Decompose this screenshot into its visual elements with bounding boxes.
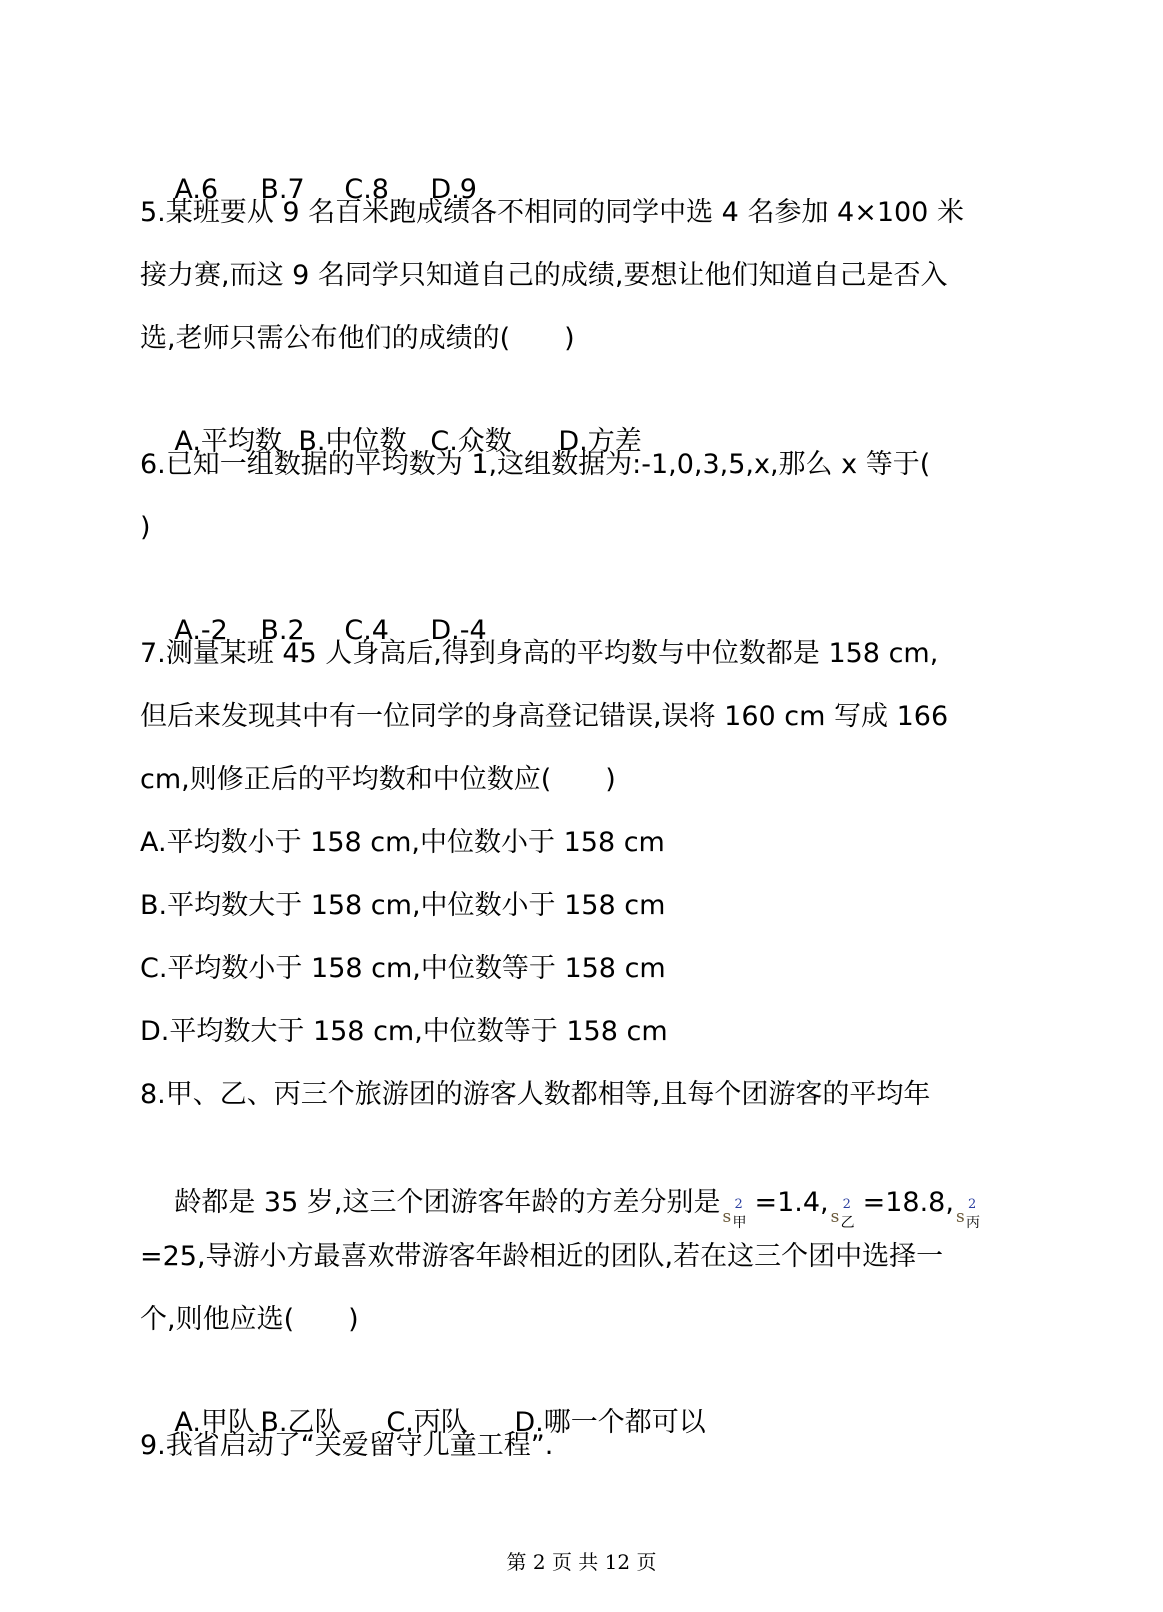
- option-b: B.2: [260, 615, 305, 646]
- q5-text-line-2: 接力赛,而这 9 名同学只知道自己的成绩,要想让他们知道自己是否入: [140, 260, 948, 291]
- variance-bing-symbol: s 2 丙: [955, 1197, 980, 1231]
- option-d: D.-4: [430, 615, 487, 646]
- option-c: C.丙队: [386, 1407, 468, 1438]
- q4-options: [140, 130, 477, 205]
- option-a: A.-2: [174, 615, 228, 646]
- variance-yi-symbol: s 2 乙: [830, 1197, 855, 1231]
- option-c: C.8: [344, 174, 389, 205]
- q5-text-line-3: 选,老师只需公布他们的成绩的( ): [140, 323, 575, 354]
- q7-option-d: D.平均数大于 158 cm,中位数等于 158 cm: [140, 1016, 668, 1047]
- q9-text-line-1: 9.我省启动了“关爱留守儿童工程”.: [140, 1430, 554, 1461]
- q8-text-line-1: 8.甲、乙、丙三个旅游团的游客人数都相等,且每个团游客的平均年: [140, 1079, 931, 1110]
- option-b: B.7: [260, 174, 305, 205]
- q7-text-line-2: 但后来发现其中有一位同学的身高登记错误,误将 160 cm 写成 166: [140, 701, 949, 732]
- variance-jia-value: =1.4,: [754, 1187, 829, 1218]
- option-c: C.4: [344, 615, 389, 646]
- option-d: D.哪一个都可以: [514, 1407, 706, 1438]
- q8-text-line-4: 个,则他应选( ): [140, 1304, 359, 1335]
- option-a: A.平均数: [174, 426, 282, 457]
- option-a: A.6: [174, 174, 219, 205]
- option-c: C.众数: [430, 426, 512, 457]
- option-b: B.中位数: [298, 426, 407, 457]
- page-footer: 第 2 页 共 12 页: [506, 1550, 657, 1574]
- variance-jia-symbol: s 2 甲: [722, 1197, 747, 1231]
- q7-option-a: A.平均数小于 158 cm,中位数小于 158 cm: [140, 827, 665, 858]
- q7-text-line-1: 7.测量某班 45 人身高后,得到身高的平均数与中位数都是 158 cm,: [140, 638, 939, 669]
- q6-text-line-2: ): [140, 512, 151, 543]
- q8-options: [140, 1363, 706, 1438]
- option-d: D.9: [430, 174, 477, 205]
- option-d: D.方差: [558, 426, 642, 457]
- q6-options: [140, 571, 487, 646]
- q8-text-line-3: =25,导游小方最喜欢带游客年龄相近的团队,若在这三个团中选择一: [140, 1241, 944, 1272]
- variance-yi-value: =18.8,: [862, 1187, 954, 1218]
- q7-text-line-3: cm,则修正后的平均数和中位数应( ): [140, 764, 616, 795]
- q5-options: [140, 382, 642, 457]
- q8-line-2-prefix: 龄都是 35 岁,这三个团游客年龄的方差分别是: [174, 1187, 721, 1218]
- q7-option-b: B.平均数大于 158 cm,中位数小于 158 cm: [140, 890, 666, 921]
- option-b: B.乙队: [260, 1407, 342, 1438]
- q7-option-c: C.平均数小于 158 cm,中位数等于 158 cm: [140, 953, 666, 984]
- option-a: A.甲队: [174, 1407, 255, 1438]
- q8-text-line-2: [140, 1143, 988, 1231]
- q5-text-line-1: 5.某班要从 9 名百米跑成绩各不相同的同学中选 4 名参加 4×100 米: [140, 197, 964, 228]
- q6-text-line-1: 6.已知一组数据的平均数为 1,这组数据为:-1,0,3,5,x,那么 x 等于(: [140, 449, 931, 480]
